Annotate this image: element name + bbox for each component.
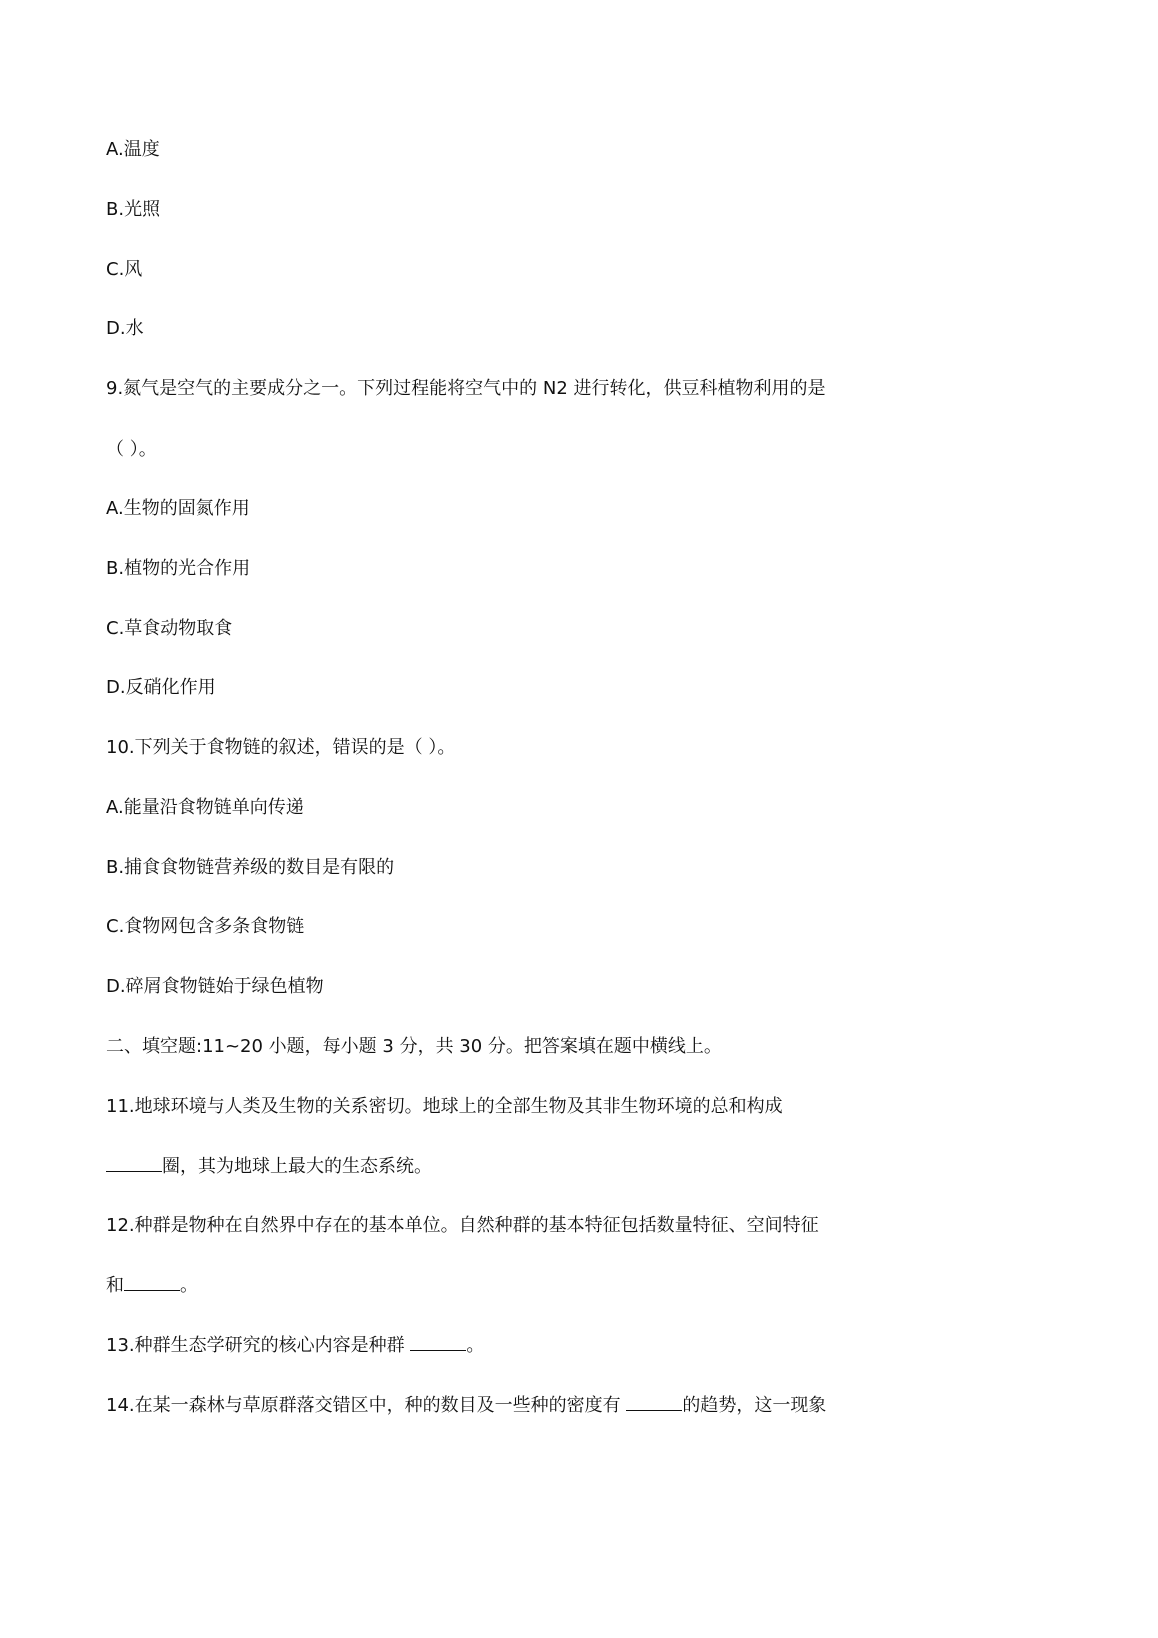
q9-option-c: C.草食动物取食	[106, 618, 233, 639]
q13	[106, 1334, 484, 1358]
q10-stem: 10.下列关于食物链的叙述，错误的是（ ）。	[106, 737, 456, 758]
q9-option-d: D.反硝化作用	[106, 677, 216, 698]
section2-heading: 二、填空题:11~20 小题，每小题 3 分，共 30 分。把答案填在题中横线上。	[106, 1036, 722, 1057]
q9-stem-line1: 9.氮气是空气的主要成分之一。下列过程能将空气中的 N2 进行转化，供豆科植物利用的是	[106, 378, 826, 399]
q9-option-b: B.植物的光合作用	[106, 558, 251, 579]
q8-option-c: C.风	[106, 259, 143, 280]
q14-after: 的趋势，这一现象	[682, 1395, 827, 1416]
q11-line2-text: 圈，其为地球上最大的生态系统。	[162, 1156, 432, 1177]
answer-blank	[106, 1155, 162, 1172]
answer-blank	[626, 1394, 682, 1411]
q12-line2	[106, 1274, 198, 1298]
q8-option-d: D.水	[106, 318, 144, 339]
answer-blank	[124, 1274, 180, 1291]
q11-line2	[106, 1155, 432, 1179]
q9-option-a: A.生物的固氮作用	[106, 498, 250, 519]
q12-line2-before: 和	[106, 1275, 124, 1296]
q13-before: 13.种群生态学研究的核心内容是种群	[106, 1335, 405, 1356]
q9-stem-line2: （ ）。	[106, 439, 157, 460]
q11-line1: 11.地球环境与人类及生物的关系密切。地球上的全部生物及其非生物环境的总和构成	[106, 1096, 783, 1117]
q12-line2-after: 。	[180, 1275, 198, 1296]
q14-before: 14.在某一森林与草原群落交错区中，种的数目及一些种的密度有	[106, 1395, 621, 1416]
q10-option-c: C.食物网包含多条食物链	[106, 916, 305, 937]
q10-option-a: A.能量沿食物链单向传递	[106, 797, 304, 818]
answer-blank	[410, 1334, 466, 1351]
q12-line1: 12.种群是物种在自然界中存在的基本单位。自然种群的基本特征包括数量特征、空间特征	[106, 1215, 819, 1236]
q14	[106, 1394, 826, 1418]
q13-after: 。	[466, 1335, 485, 1356]
q8-option-a: A.温度	[106, 139, 160, 160]
q10-option-b: B.捕食食物链营养级的数目是有限的	[106, 857, 395, 878]
q10-option-d: D.碎屑食物链始于绿色植物	[106, 976, 324, 997]
q8-option-b: B.光照	[106, 199, 161, 220]
